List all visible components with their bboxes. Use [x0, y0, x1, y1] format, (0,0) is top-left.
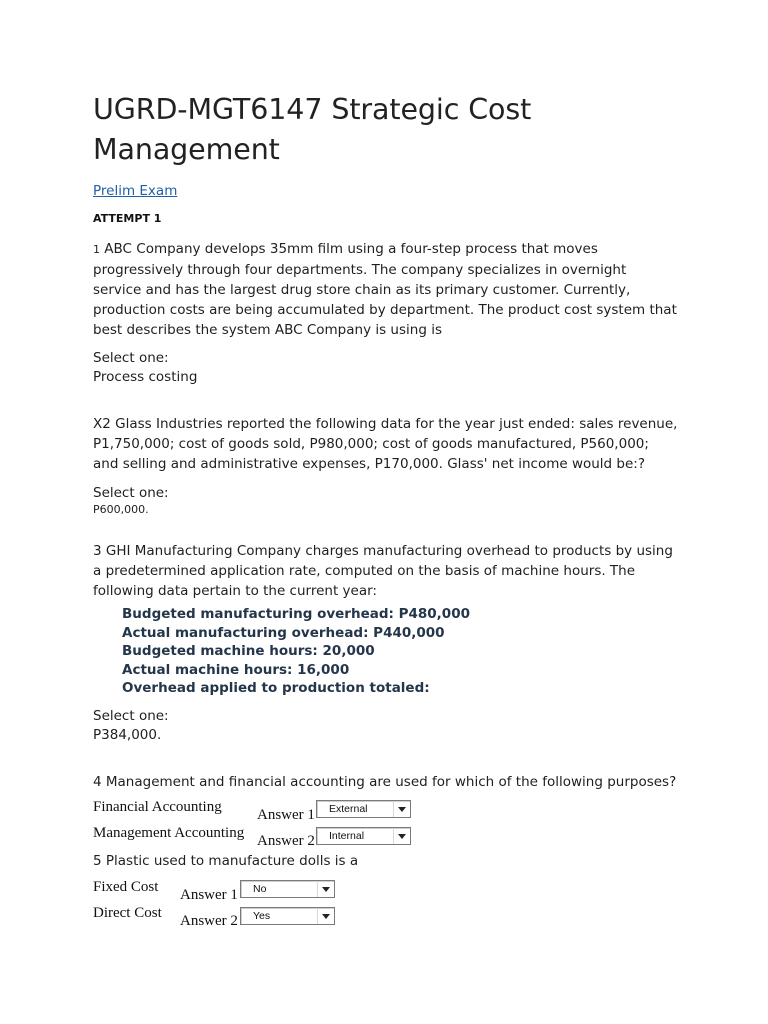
q5-row-2-answer-label: Answer 2	[180, 913, 238, 929]
q3-data-line: Actual manufacturing overhead: P440,000	[122, 624, 445, 641]
question-4-text: 4 Management and financial accounting are used for which of the following purposes?	[93, 774, 677, 790]
q3-answer: P384,000.	[93, 727, 162, 743]
q4-row-1-label: Financial Accounting	[93, 799, 222, 815]
question-1	[93, 239, 678, 340]
q5-answer-2-value: Yes	[253, 910, 271, 922]
chevron-down-icon	[322, 914, 330, 919]
question-3-text: 3 GHI Manufacturing Company charges manufacturing overhead to products by using a predetermined application rate, computed on the basis of machine hours. The following data pertain to the current year:	[93, 543, 673, 599]
chevron-down-icon	[322, 887, 330, 892]
q5-row-2-label: Direct Cost	[93, 905, 162, 921]
question-1-number: 1	[93, 243, 100, 256]
question-1-text: ABC Company develops 35mm film using a four-step process that moves progressively through four departments. The company specializes in overnight service and has the largest drug store chain as its primary customer. Currently, production costs are being accumulated by department. The product cost system that best describes the system ABC Company is using is	[93, 241, 677, 338]
page-title: UGRD-MGT6147 Strategic Cost Management	[93, 93, 532, 166]
q5-row-1-answer-label: Answer 1	[180, 887, 238, 903]
q3-data-list	[122, 605, 470, 698]
q5-answer-1-value: No	[253, 883, 267, 895]
q1-answer: Process costing	[93, 369, 198, 385]
q3-data-line: Overhead applied to production totaled:	[122, 680, 430, 696]
prelim-exam-link[interactable]: Prelim Exam	[93, 183, 178, 199]
question-2-text: X2 Glass Industries reported the following data for the year just ended: sales revenue, P1,750,000; cost of goods sold, P980,000; cost of goods manufactured, P560,000; and selling and administrative expenses, P170,000. Glass' net income would be:?	[93, 416, 678, 472]
q5-row-1-label: Fixed Cost	[93, 879, 159, 895]
q5-answer-1-select[interactable]	[240, 880, 335, 898]
q2-answer: P600,000.	[93, 503, 149, 516]
q4-row-1-answer-label: Answer 1	[257, 807, 315, 823]
q3-data-line: Budgeted manufacturing overhead: P480,000	[122, 606, 470, 622]
chevron-down-icon	[398, 807, 406, 812]
q4-row-2-label: Management Accounting	[93, 825, 245, 841]
q4-answer-2-select[interactable]	[316, 827, 411, 845]
q5-answer-2-select[interactable]	[240, 907, 335, 925]
attempt-label: ATTEMPT 1	[93, 212, 162, 225]
q3-data-line: Actual machine hours: 16,000	[122, 661, 350, 678]
q3-data-line: Budgeted machine hours: 20,000	[122, 643, 375, 659]
q3-select-label: Select one:	[93, 708, 169, 724]
q4-answer-1-select[interactable]	[316, 800, 411, 818]
chevron-down-icon	[398, 834, 406, 839]
q4-row-2-answer-label: Answer 2	[257, 833, 315, 849]
q4-answer-1-value: External	[329, 803, 368, 815]
question-5-text: 5 Plastic used to manufacture dolls is a	[93, 853, 359, 869]
q2-select-label: Select one:	[93, 485, 169, 501]
q1-select-label: Select one:	[93, 350, 169, 366]
q4-answer-2-value: Internal	[329, 830, 365, 842]
